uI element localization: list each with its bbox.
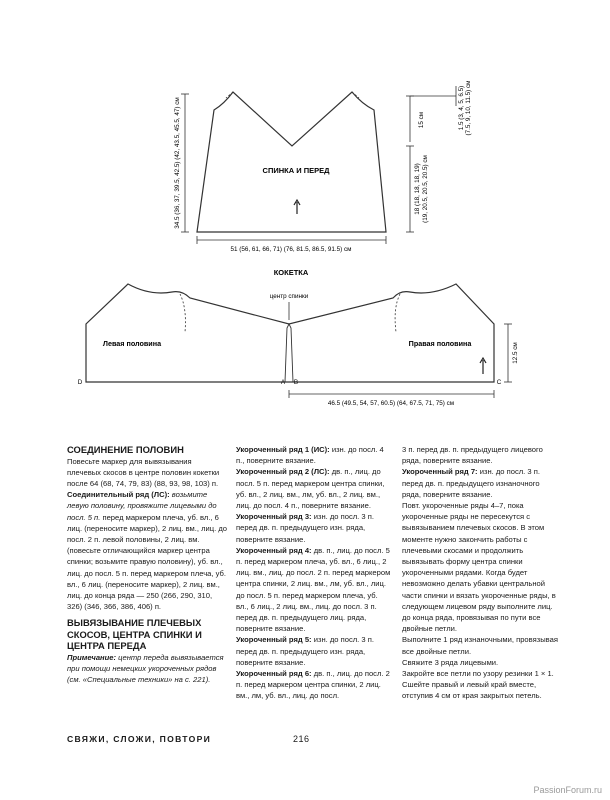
width-label: 51 (56, 61, 66, 71) (76, 81.5, 86.5, 91.5) см	[230, 246, 352, 253]
footer-book-title: СВЯЖИ, СЛОЖИ, ПОВТОРИ	[67, 734, 212, 744]
paragraph-bind-off: Закройте все петли по узору резинки 1 × 1.	[402, 669, 554, 679]
point-c-label: C	[496, 379, 502, 386]
short-row-1-label: Укороченный ряд 1 (ИС):	[236, 445, 330, 454]
short-row-5-text: изн. до посл. 3 п. перед дв. п. предыдущего изн. ряда, поверните вязание.	[236, 635, 374, 667]
short-row-5	[236, 634, 392, 668]
short-row-2-text: дв. п., лиц. до посл. 5 п. перед маркером центра спинки, уб. вл., 2 лиц. вм., лм, уб. вл., 2 лиц. вм., лиц. до посл. 4 п., поверните вязание.	[236, 467, 385, 511]
yoke-width-label: 46.5 (49.5, 54, 57, 60.5) (64, 67.5, 71, 75) см	[327, 400, 455, 407]
short-row-3-label: Укороченный ряд 3:	[236, 512, 312, 522]
short-row-6-label: Укороченный ряд 6:	[236, 669, 312, 679]
height-label: 34.5 (36, 37, 39.5, 42.5) (42, 43.5, 45.5, 47) см	[174, 97, 181, 229]
left-half-label: Левая половина	[102, 339, 162, 348]
paragraph-note	[67, 652, 227, 686]
back-front-title: СПИНКА И ПЕРЕД	[262, 166, 330, 175]
neck-dash-right	[352, 92, 359, 98]
point-d-label: D	[77, 379, 83, 386]
short-row-7	[402, 466, 558, 500]
shoulder-label-1: 1.5 (3, 4, 5, 6.5)	[458, 85, 465, 131]
short-row-4	[236, 545, 392, 635]
short-row-7-label: Укороченный ряд 7:	[402, 467, 478, 477]
short-row-1	[236, 444, 392, 466]
side-label-2: (19, 20.5, 20.5, 20.5) см	[422, 155, 429, 223]
short-row-2-label: Укороченный ряд 2 (ЛС):	[236, 467, 330, 477]
heading-joining-halves: СОЕДИНЕНИЕ ПОЛОВИН	[67, 444, 184, 455]
paragraph-seam: Сшейте правый и левый край вместе, отступив 4 см от края закрытых петель.	[402, 680, 542, 701]
column-2	[236, 444, 392, 702]
short-row-5-label: Укороченный ряд 5:	[236, 635, 312, 645]
column-1	[67, 444, 227, 685]
yoke-title: КОКЕТКА	[273, 268, 309, 277]
schematic-back-front	[0, 0, 610, 262]
paragraph-joining-row	[67, 489, 227, 612]
point-a-label: A	[280, 379, 286, 386]
short-row-7-text: изн. до посл. 3 п. перед дв. п. предыдущего изнаночного ряда, поверните вязание.	[402, 467, 540, 499]
short-row-4-label: Укороченный ряд 4:	[236, 545, 312, 555]
shoulder-dash-right	[395, 294, 400, 332]
joining-row-label: Соединительный ряд (ЛС):	[67, 490, 170, 500]
joining-row-italic: возьмите левую половину, провяжите лицевыми до посл. 5 п.	[67, 490, 217, 522]
short-row-3	[236, 511, 392, 545]
paragraph-marker: Повесьте маркер для вывязывания плечевых скосов в центре половин кокетки после 64 (68, 74, 79, 83) (88, 93, 98, 103) п.	[67, 456, 220, 488]
joining-row-text: перед маркером плеча, уб. вл., 6 лиц. (переносите маркер), 2 лиц. вм., лиц. до посл. 2 п. левой половины, 2 лиц. вм. (повесьте отличающийся маркер центра спинки; возьмите правую половину), уб. вл., лиц. до посл. 5 п. перед маркером плеча, уб. вл., 6 лиц. (переносите маркер), 2 лиц. вм., лиц. до конца ряда — 250 (266, 290, 310, 326) (346, 366, 386, 406) п.	[67, 512, 227, 612]
shoulder-label-2: (7.5, 9, 10, 11.5) см	[465, 80, 472, 136]
point-b-label: B	[293, 379, 299, 386]
note-label: Примечание:	[67, 652, 117, 662]
yoke-height-label: 12.5 см	[512, 342, 519, 364]
paragraph-purl-row: Выполните 1 ряд изнаночными, провязывая все двойные петли.	[402, 635, 558, 656]
paragraph-knit-rows: Свяжите 3 ряда лицевыми.	[402, 657, 499, 667]
short-row-3-text: изн. до посл. 3 п. перед дв. п. предыдущего изн. ряда, поверните вязание.	[236, 512, 374, 544]
right-half-label: Правая половина	[408, 339, 472, 348]
center-back-label: центр спинки	[269, 293, 309, 300]
center-seam	[285, 324, 293, 382]
column-3	[402, 444, 558, 702]
paragraph-repeat: Повт. укороченные ряды 4–7, пока укороченные ряды не пересекутся с вывязыванием плечевых скосов. В этом моменте нужно закончить работы с плечевыми скосами и продолжить вывязывать форму центра спинки укороченными рядами. Когда будет невозможно делать убавки центральной части спинки и вязать укороченные ряды, в следующем лицевом ряду выполните лиц. до конца ряда, провязывая по пути все двойные петли.	[402, 501, 556, 634]
watermark: PassionForum.ru	[533, 785, 602, 795]
back-front-outline	[197, 92, 386, 232]
schematic-yoke	[0, 262, 610, 412]
side-label-1: 18 (18, 18, 18, 19)	[414, 163, 421, 215]
paragraph-continued: 3 п. перед дв. п. предыдущего лицевого ряда, поверните вязание.	[402, 445, 543, 466]
short-row-6	[236, 668, 392, 702]
knit-direction-arrow-top	[294, 200, 300, 214]
neck-depth-label: 15 см	[418, 111, 425, 129]
short-row-4-text: дв. п., лиц. до посл. 5 п. перед маркером плеча, уб. вл., 6 лиц., 2 лиц. вм., лиц. до посл. 2 п. перед маркером центра спинки, 2 лиц. вм., лм, уб. вл., лиц. до посл. 5 п. перед маркером плеча, уб. вл., 6 лиц., 2 лиц. вм., лиц. до посл. 3 п. перед дв. п. предыдущего лиц. ряда, поверните вязание.	[236, 545, 391, 634]
page-number: 216	[293, 734, 310, 744]
knit-direction-arrow-yoke	[480, 358, 486, 374]
shoulder-dash-left	[180, 294, 185, 332]
short-row-2	[236, 466, 392, 511]
heading-shoulder-shaping: ВЫВЯЗЫВАНИЕ ПЛЕЧЕВЫХ СКОСОВ, ЦЕНТРА СПИНКИ И ЦЕНТРА ПЕРЕДА	[67, 617, 202, 652]
short-row-1-text: изн. до посл. 4 п., поверните вязание.	[236, 445, 384, 466]
short-row-6-text: дв. п., лиц. до посл. 2 п. перед маркером центра спинки, 2 лиц. вм., лм, уб. вл., лиц. до посл.	[236, 669, 390, 701]
note-text: центр переда вывязывается при помощи немецких укороченных рядов (см. «Специальные техники» на с. 221).	[67, 652, 224, 685]
